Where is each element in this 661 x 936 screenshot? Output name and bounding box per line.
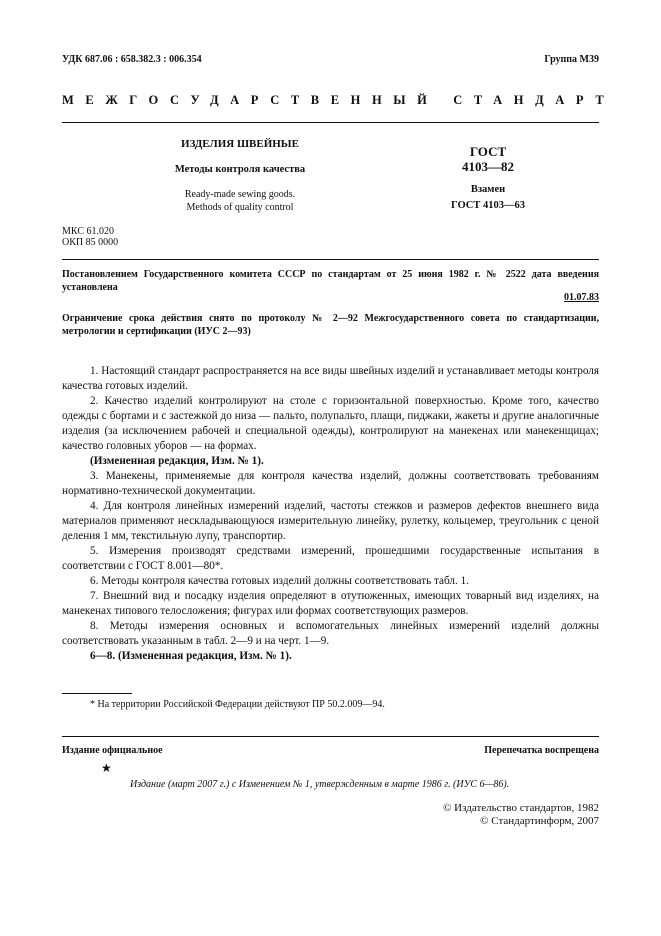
document-title: ИЗДЕЛИЯ ШВЕЙНЫЕ: [181, 138, 299, 150]
paragraph-8: 8. Методы измерения основных и вспомогательных линейных измерений изделий должны соответствовать указанным в табл. 2—9 и на черт. 1—9.: [62, 620, 599, 647]
decree-text: Постановлением Государственного комитета СССР по стандартам от 25 июня 1982 г. № 2522 дата введения установлена: [62, 269, 599, 293]
reprint-prohibited: Перепечатка воспрещена: [484, 745, 599, 756]
replaces-gost: ГОСТ 4103—63: [451, 200, 525, 211]
english-title-line1: Ready-made sewing goods.: [184, 189, 296, 200]
english-title-line2: Methods of quality control: [186, 202, 294, 213]
okp-code: ОКП 85 0000: [62, 237, 119, 248]
edition-info: Издание (март 2007 г.) с Изменением № 1, утвержденным в марте 1986 г. (ИУС 6—86).: [130, 779, 510, 790]
paragraph-7: 7. Внешний вид и посадку изделия определяют в отутюженных, имеющих товарный вид изделиях, на манекенах типового телосложения; фигурах или формах соответствующих размеров.: [62, 590, 599, 617]
header-rule: [62, 122, 599, 123]
title-rule: [62, 259, 599, 260]
introduction-date: 01.07.83: [564, 292, 599, 303]
amendment-note-2: 6—8. (Измененная редакция, Изм. № 1).: [90, 650, 292, 662]
amendment-note-1: (Измененная редакция, Изм. № 1).: [90, 455, 264, 467]
mks-code: МКС 61.020: [62, 226, 114, 237]
group-code: Группа М39: [544, 54, 599, 65]
star-icon: ★: [101, 761, 112, 775]
replaces-label: Взамен: [470, 184, 506, 195]
gost-number: 4103—82: [462, 159, 514, 174]
limitation-text: Ограничение срока действия снято по протоколу № 2—92 Межгосударственного совета по стандартизации, метрологии и сертификации (ИУС 2—93): [62, 313, 599, 337]
footnote-rule: [62, 693, 132, 694]
official-edition: Издание официальное: [62, 745, 163, 756]
gost-label: ГОСТ: [469, 144, 507, 159]
copyright-publisher: © Издательство стандартов, 1982: [443, 802, 599, 814]
paragraph-3: 3. Манекены, применяемые для контроля качества изделий, должны соответствовать требованиям нормативно-технической документации.: [62, 470, 599, 497]
footnote: * На территории Российской Федерации действуют ПР 50.2.009—94.: [90, 699, 385, 710]
paragraph-6: 6. Методы контроля качества готовых изделий должны соответствовать табл. 1.: [90, 575, 469, 587]
document-subtitle: Методы контроля качества: [174, 164, 306, 175]
udk-code: УДК 687.06 : 658.382.3 : 006.354: [62, 54, 202, 65]
footer-rule: [62, 736, 599, 737]
paragraph-5: 5. Измерения производят средствами измерений, прошедшими государственные испытания в соответствии с ГОСТ 8.001—80*.: [62, 545, 599, 572]
paragraph-1: 1. Настоящий стандарт распространяется на все виды швейных изделий и устанавливает методы контроля качества готовых изделий.: [62, 365, 599, 392]
paragraph-2: 2. Качество изделий контролируют на столе с горизонтальной поверхностью. Кроме того, качество одежды с бортами и с застежкой до низа — пальто, полупальто, плащи, пиджаки, жакеты и другие аналогичные изделия (за исключением рабочей и специальной одежды), контролируют на манекенах или манекенщицах; качество головных уборов — на формах.: [62, 395, 599, 452]
interstate-standard-banner: МЕЖГОСУДАРСТВЕННЫЙ СТАНДАРТ: [62, 93, 616, 107]
copyright-standartinform: © Стандартинформ, 2007: [480, 815, 599, 827]
paragraph-4: 4. Для контроля линейных измерений изделий, частоты стежков и размеров дефектов внешнего вида материалов применяют нескладывающуюся измерительную линейку, рулетку, кольцемер, треугольник с ценой деления 1 мм, текстильную лупу, транспортир.: [62, 500, 599, 542]
